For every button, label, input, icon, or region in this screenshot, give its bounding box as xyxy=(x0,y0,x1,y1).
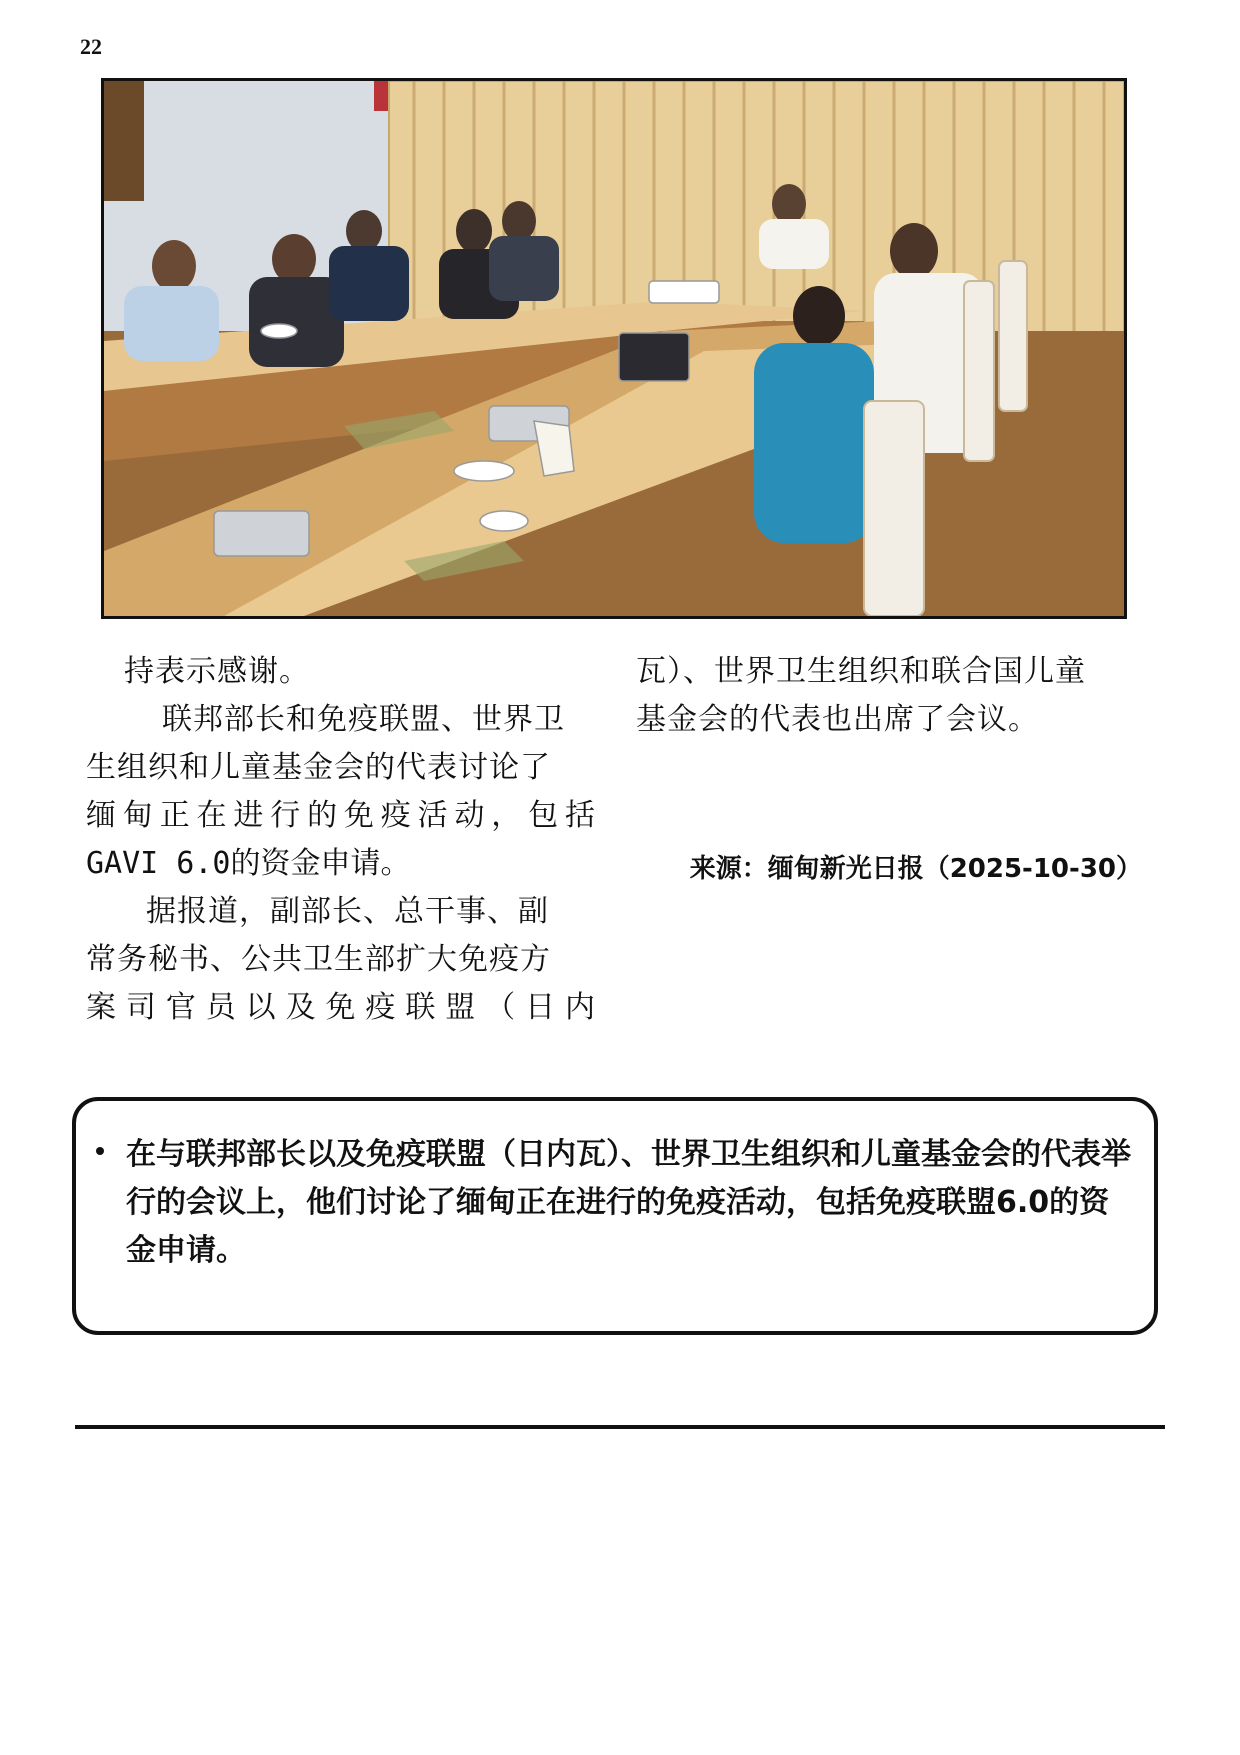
article-left-column xyxy=(86,648,596,1032)
article-line: 瓦）、世界卫生组织和联合国儿童 xyxy=(636,654,1086,689)
article-line: 案司官员以及免疫联盟（日内 xyxy=(86,990,596,1025)
article-source: 来源：缅甸新光日报（2025-10-30） xyxy=(689,854,1142,884)
summary-text: 在与联邦部长以及免疫联盟（日内瓦）、世界卫生组织和儿童基金会的代表举行的会议上，他们讨论了缅甸正在进行的免疫活动，包括免疫联盟6.0的资金申请。 xyxy=(126,1137,1131,1268)
article-right-column xyxy=(636,648,1156,744)
bullet-icon xyxy=(96,1147,104,1155)
meeting-photo xyxy=(101,78,1127,619)
article-line: GAVI 6.0的资金申请。 xyxy=(86,846,411,881)
page-number: 22 xyxy=(80,34,102,59)
article-line: 持表示感谢。 xyxy=(124,654,310,689)
article-line: 常务秘书、公共卫生部扩大免疫方 xyxy=(86,942,551,977)
article-line: 联邦部长和免疫联盟、世界卫 xyxy=(162,702,565,737)
summary-box xyxy=(72,1097,1158,1335)
article-line: 基金会的代表也出席了会议。 xyxy=(636,702,1039,737)
meeting-photo-icon xyxy=(104,81,1124,616)
divider-line xyxy=(75,1425,1165,1429)
article-line: 缅甸正在进行的免疫活动，包括 xyxy=(86,798,596,833)
article-line: 生组织和儿童基金会的代表讨论了 xyxy=(86,750,551,785)
article-line: 据报道，副部长、总干事、副 xyxy=(146,894,549,929)
